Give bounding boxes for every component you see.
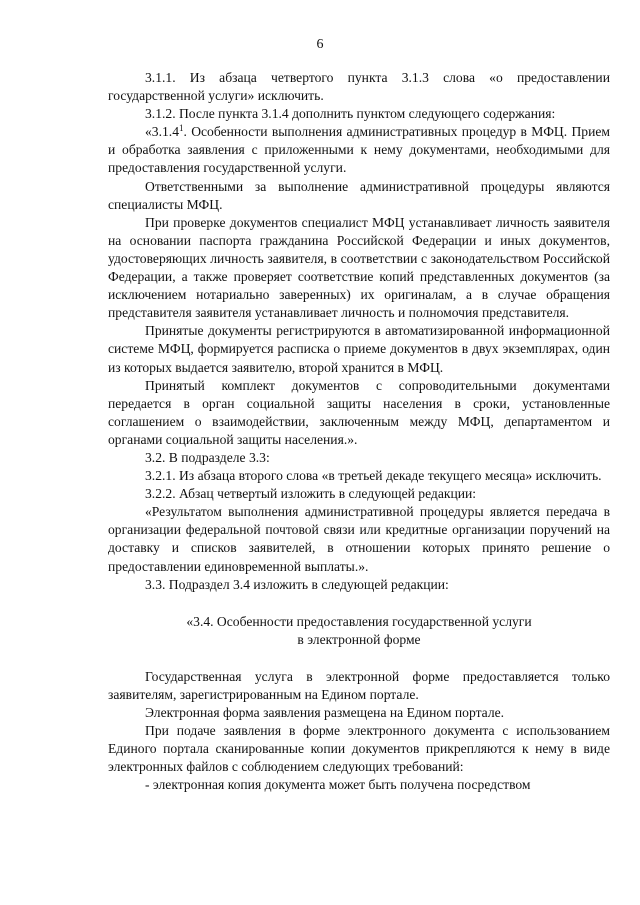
clause-text: . Особенности выполнения административных процедур в МФЦ. Прием и обработка заявления с приложенными к нему документами, необходимыми для предоставления государственной услуги. — [108, 124, 610, 176]
page-number: 6 — [316, 37, 324, 52]
clause-superscript: 1 — [178, 123, 184, 134]
paragraph-3-2: 3.2. В подразделе 3.3: — [145, 449, 270, 465]
paragraph-copy-requirement: - электронная копия документа может быть получена посредством — [145, 777, 531, 793]
section-heading-3-4 — [108, 613, 610, 649]
paragraph-3-2-2: 3.2.2. Абзац четвертый изложить в следующей редакции: — [145, 486, 477, 502]
heading-line-1: «3.4. Особенности предоставления государственной услуги — [186, 613, 532, 629]
document-body — [108, 69, 610, 795]
paragraph-electronic-service: Государственная услуга в электронной форме предоставляется только заявителям, зарегистрированным на Едином портале. — [108, 668, 610, 702]
clause-prefix: «3.1.4 — [145, 124, 179, 140]
paragraph-submission: При подаче заявления в форме электронного документа с использованием Единого портала сканированные копии документов прикрепляются к нему в виде электронных файлов с соблюдением следующих требований: — [108, 723, 610, 775]
paragraph-3-1-1: 3.1.1. Из абзаца четвертого пункта 3.1.3 слова «о предоставлении государственной услуги» исключить. — [108, 70, 610, 104]
paragraph-3-1-2: 3.1.2. После пункта 3.1.4 дополнить пунктом следующего содержания: — [145, 106, 556, 122]
paragraph-result: «Результатом выполнения административной процедуры является передача в организации федеральной почтовой связи или кредитные организации поручений на доставку и списков заявителей, в отношении которых принято решение о предоставлении единовременной выплаты.». — [108, 504, 610, 574]
paragraph-3-1-4-1 — [108, 123, 610, 177]
heading-line-2: в электронной форме — [297, 631, 421, 647]
paragraph-registration: Принятые документы регистрируются в автоматизированной информационной системе МФЦ, формируется расписка о приеме документов в двух экземплярах, один из которых выдается заявителю, второй хранится в МФЦ. — [108, 323, 610, 375]
paragraph-transfer: Принятый комплект документов с сопроводительными документами передается в орган социальной защиты населения в сроки, установленные соглашением о взаимодействии, заключенным между МФЦ, департаментом и органами социальной защиты населения.». — [108, 377, 610, 447]
paragraph-document-check: При проверке документов специалист МФЦ устанавливает личность заявителя на основании паспорта гражданина Российской Федерации и иных документов, удостоверяющих личность заявителя, в соответствии с законодательством Российской Федерации, а также проверяет соответствие копий представленных документов (за исключением нотариально заверенных) их оригиналам, а в случае обращения представителя заявителя устанавливает личность и полномочия представителя. — [108, 214, 610, 321]
paragraph-3-3: 3.3. Подраздел 3.4 изложить в следующей редакции: — [145, 576, 449, 592]
paragraph-electronic-form: Электронная форма заявления размещена на Едином портале. — [145, 705, 505, 721]
paragraph-3-2-1: 3.2.1. Из абзаца второго слова «в третьей декаде текущего месяца» исключить. — [145, 468, 602, 484]
paragraph-responsible: Ответственными за выполнение административной процедуры являются специалисты МФЦ. — [108, 178, 610, 212]
